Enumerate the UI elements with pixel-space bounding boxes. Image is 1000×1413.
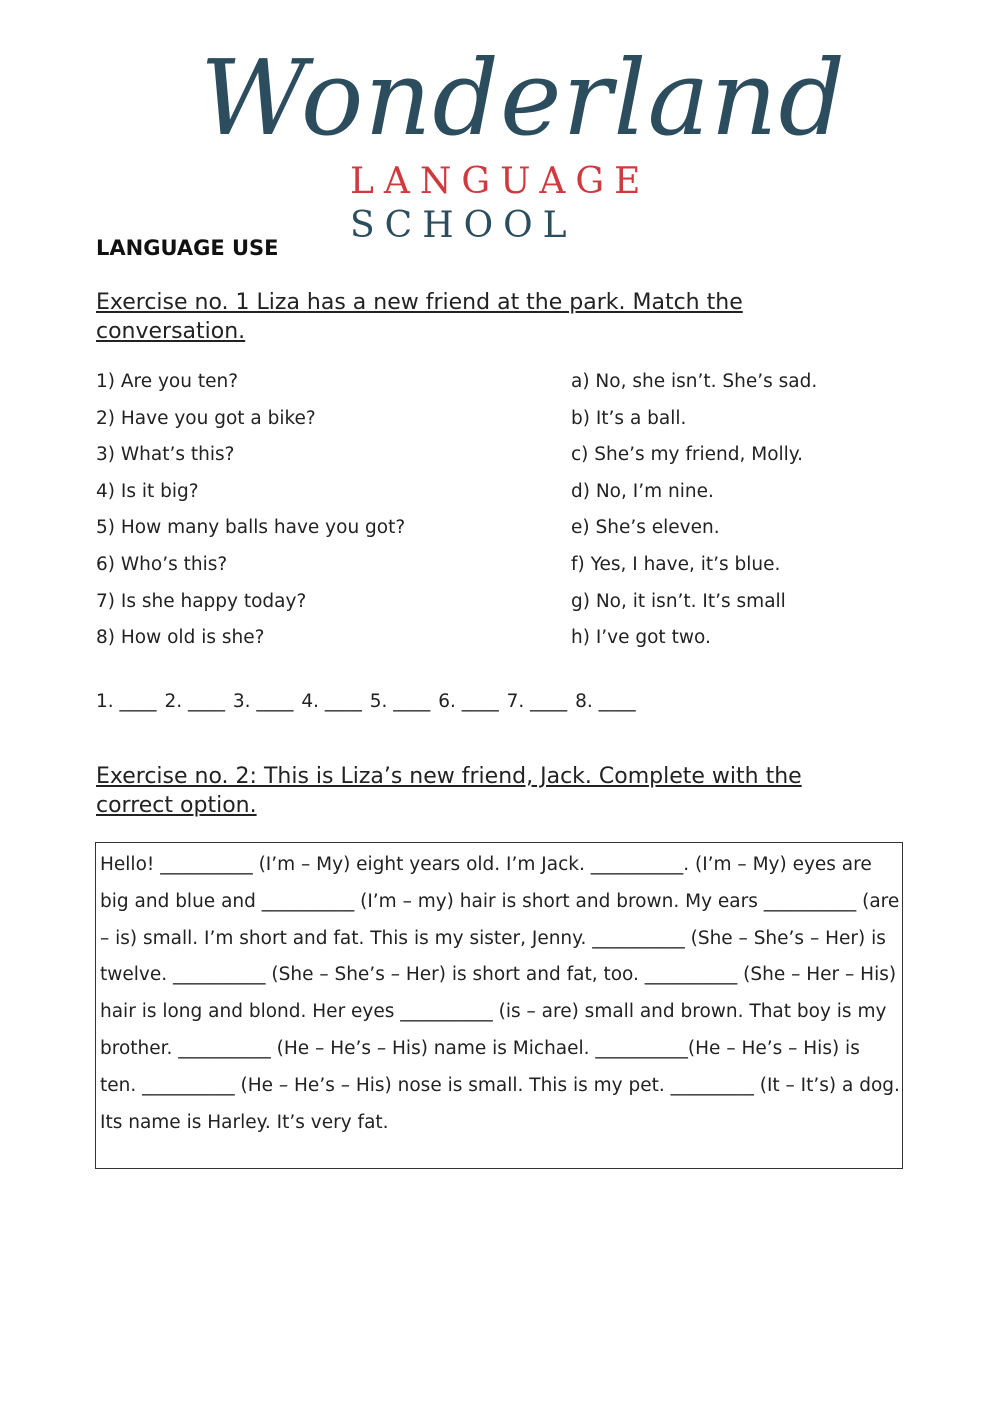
logo-script-text: Wonderland: [200, 37, 847, 159]
passage-box: [95, 842, 903, 1169]
fill-in-passage: Hello! __________ (I’m – My) eight years old. I’m Jack. __________. (I’m – My) eyes are big and blue and __________ (I’m – my) hair is short and brown. My ears __________ (are – is) small. I’m short and fat. This is my sister, Jenny. __________ (She – She’s – Her) is twelve. __________ (She – She’s – Her) is short and fat, too. __________ (She – Her – His) hair is long and blond. Her eyes __________ (is – are) small and brown. That boy is my brother. __________ (He – He’s – His) name is Michael. __________(He – He’s – His) is ten. __________ (He – He’s – His) nose is small. This is my pet. _________ (It – It’s) a dog. Its name is Harley. It’s very fat.: [100, 854, 900, 1133]
exercise-1-title: Exercise no. 1 Liza has a new friend at the park. Match the conversation.: [96, 290, 743, 344]
answer-blank[interactable]: 5. ____: [369, 691, 431, 712]
answer-blank[interactable]: 6. ____: [438, 691, 499, 712]
answer-item: e) She’s eleven.: [571, 517, 720, 539]
answer-blank[interactable]: 1. ____: [96, 691, 157, 712]
exercise-2-title: Exercise no. 2: This is Liza’s new friend, Jack. Complete with the correct option.: [96, 764, 802, 818]
answer-item: a) No, she isn’t. She’s sad.: [571, 371, 818, 392]
question-item: 5) How many balls have you got?: [96, 517, 406, 539]
question-item: 7) Is she happy today?: [96, 590, 307, 612]
question-item: 6) Who’s this?: [96, 553, 228, 575]
logo-subtitle: [350, 160, 790, 248]
answer-blank[interactable]: 2. ____: [164, 691, 225, 712]
question-item: 3) What’s this?: [96, 444, 235, 466]
answer-blank[interactable]: 3. ____: [232, 691, 294, 712]
answer-item: f) Yes, I have, it’s blue.: [571, 553, 781, 575]
answer-item: d) No, I’m nine.: [571, 480, 714, 502]
question-item: 4) Is it big?: [96, 480, 199, 502]
answer-item: h) I’ve got two.: [571, 627, 711, 649]
logo-subtitle-school: SCHOOL: [350, 205, 577, 246]
answer-blanks: [96, 688, 638, 716]
question-item: 1) Are you ten?: [96, 371, 239, 392]
answer-item: g) No, it isn’t. It’s small: [571, 590, 786, 612]
section-heading: LANGUAGE USE: [96, 236, 279, 260]
question-list: [96, 368, 405, 661]
answer-blank[interactable]: 7. ____: [506, 691, 568, 712]
question-item: 2) Have you got a bike?: [96, 407, 316, 429]
logo-subtitle-language: LANGUAGE: [350, 161, 651, 202]
question-item: 8) How old is she?: [96, 627, 265, 649]
answer-item: c) She’s my friend, Molly.: [571, 444, 803, 466]
school-logo: [200, 28, 847, 246]
answer-item: b) It’s a ball.: [571, 407, 687, 429]
answer-blank[interactable]: 4. ____: [301, 691, 362, 712]
answer-list: [571, 368, 817, 661]
answer-blank[interactable]: 8. ____: [575, 691, 636, 712]
